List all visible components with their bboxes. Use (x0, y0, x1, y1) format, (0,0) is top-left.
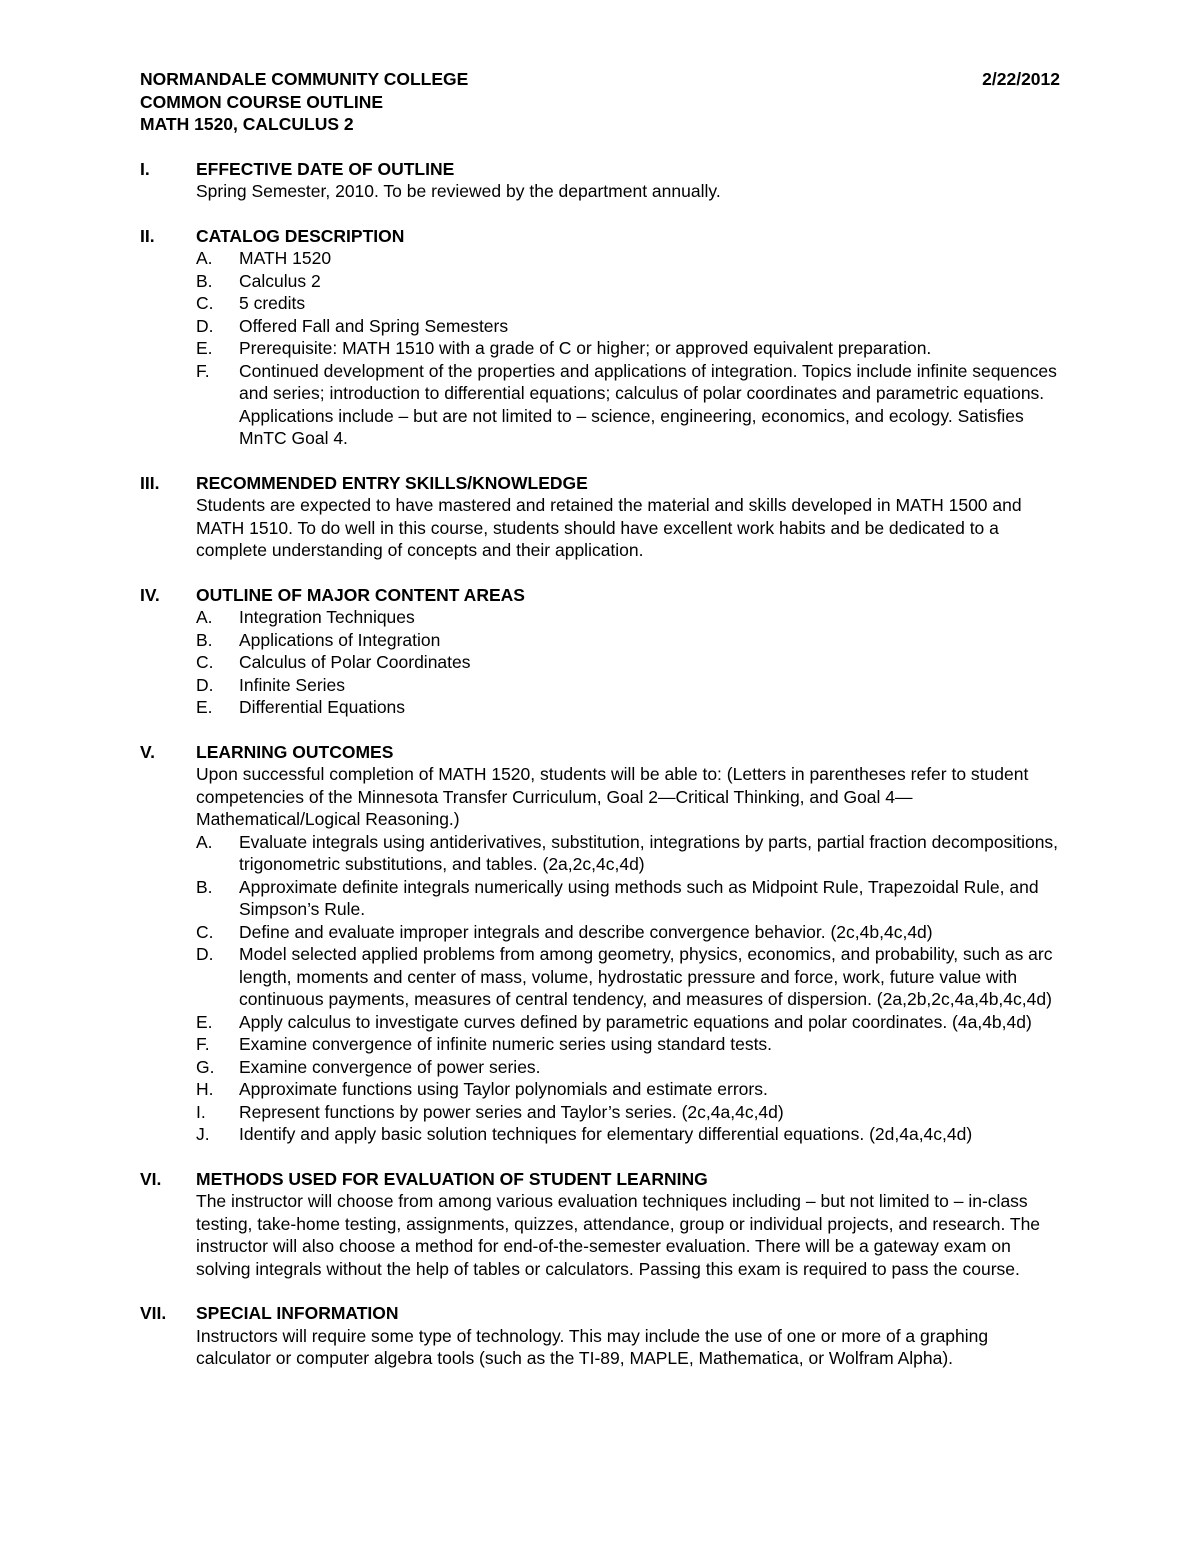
sections (140, 158, 1060, 1370)
list-item-text: Prerequisite: MATH 1510 with a grade of C or higher; or approved equivalent preparation. (239, 338, 932, 358)
list-item-letter: D. (196, 315, 214, 336)
header-line-1 (140, 68, 1060, 91)
section (140, 472, 1060, 562)
section (140, 1302, 1060, 1370)
list-item (196, 606, 1060, 629)
section-body (196, 1190, 1060, 1280)
list-item-letter: D. (196, 944, 214, 964)
list-item (196, 270, 1060, 293)
list-item (196, 1078, 1060, 1101)
list-item (196, 1101, 1060, 1124)
section-number: II. (140, 225, 155, 246)
section-title: RECOMMENDED ENTRY SKILLS/KNOWLEDGE (196, 472, 588, 493)
list-item-letter: A. (196, 831, 213, 852)
list-item-letter: A. (196, 607, 213, 627)
list-item-letter: H. (196, 1079, 214, 1099)
list-item (196, 831, 1060, 876)
list-item (196, 337, 1060, 360)
list-item-text: Applications of Integration (239, 629, 441, 650)
section (140, 158, 1060, 203)
list-item-letter: F. (196, 360, 210, 381)
section-number: III. (140, 472, 160, 493)
list-item (196, 1011, 1060, 1034)
list-item-text: Model selected applied problems from among geometry, physics, economics, and probability, such as arc length, moments and center of mass, volume, hydrostatic pressure and force, work, future value with continuous payments, measures of central tendency, and measures of dispersion. (2a,2b,2c,4a,4b,4c,4d) (239, 944, 1053, 1009)
section-title: OUTLINE OF MAJOR CONTENT AREAS (196, 584, 525, 605)
list-item-letter: G. (196, 1056, 215, 1077)
section-title: LEARNING OUTCOMES (196, 741, 394, 762)
section-heading (140, 584, 1060, 607)
college-name: NORMANDALE COMMUNITY COLLEGE (140, 69, 469, 89)
list-item-letter: A. (196, 248, 213, 268)
course-title: MATH 1520, CALCULUS 2 (140, 114, 354, 134)
section-heading (140, 741, 1060, 764)
list-item-letter: E. (196, 1011, 213, 1032)
section-title: METHODS USED FOR EVALUATION OF STUDENT LEARNING (196, 1168, 708, 1189)
list-item (196, 876, 1060, 921)
list-item-letter: C. (196, 293, 214, 313)
document-date: 2/22/2012 (982, 69, 1060, 89)
section-heading (140, 1168, 1060, 1191)
list-item-text: Differential Equations (239, 697, 406, 717)
list-item-text: Examine convergence of power series. (239, 1056, 541, 1077)
list-item (196, 1056, 1060, 1079)
section-body (196, 606, 1060, 719)
section-body (196, 247, 1060, 450)
list-item (196, 315, 1060, 338)
list-item (196, 360, 1060, 450)
list-item-letter: C. (196, 652, 214, 672)
section-paragraph: Spring Semester, 2010. To be reviewed by the department annually. (196, 181, 721, 201)
list-item-text: MATH 1520 (239, 248, 332, 268)
list-item-text: Infinite Series (239, 674, 346, 695)
section-number: VI. (140, 1168, 162, 1189)
list-item-letter: D. (196, 674, 214, 695)
document-header (140, 68, 1060, 136)
list-item-letter: F. (196, 1034, 210, 1054)
section (140, 584, 1060, 719)
list-item-letter: E. (196, 338, 213, 358)
section-paragraph: The instructor will choose from among various evaluation techniques including – but not limited to – in-class testing, take-home testing, assignments, quizzes, attendance, group or individual projects, and research. The instructor will also choose a method for end-of-the-semester evaluation. There will be a gateway exam on solving integrals without the help of tables or calculators. Passing this exam is required to pass the course. (196, 1191, 1041, 1279)
list-item-letter: J. (196, 1124, 210, 1144)
section-heading (140, 158, 1060, 181)
list-item-letter: E. (196, 697, 213, 717)
section-body (196, 763, 1060, 1146)
list-item (196, 943, 1060, 1011)
section (140, 225, 1060, 450)
list-item (196, 629, 1060, 652)
list-item-letter: B. (196, 270, 213, 291)
section-heading (140, 225, 1060, 248)
list-item-text: Evaluate integrals using antiderivatives, substitution, integrations by parts, partial fraction decompositions, trigonometric substitutions, and tables. (2a,2c,4c,4d) (239, 831, 1059, 874)
list-item (196, 696, 1060, 719)
section-heading (140, 1302, 1060, 1325)
list-item-text: Calculus 2 (239, 270, 321, 291)
section-body (196, 180, 1060, 203)
list-item-text: 5 credits (239, 293, 306, 313)
section-paragraph: Students are expected to have mastered and retained the material and skills developed in MATH 1500 and MATH 1510. To do well in this course, students should have excellent work habits and be dedicated to a complete understanding of concepts and their application. (196, 495, 1022, 560)
list-item-text: Examine convergence of infinite numeric series using standard tests. (239, 1034, 773, 1054)
section (140, 741, 1060, 1146)
list-item-letter: I. (196, 1101, 206, 1122)
list-item-text: Represent functions by power series and Taylor’s series. (2c,4a,4c,4d) (239, 1101, 784, 1122)
section-title: EFFECTIVE DATE OF OUTLINE (196, 158, 455, 179)
list-item (196, 1123, 1060, 1146)
list-item-text: Offered Fall and Spring Semesters (239, 315, 509, 336)
section-paragraph: Instructors will require some type of technology. This may include the use of one or more of a graphing calculator or computer algebra tools (such as the TI-89, MAPLE, Mathematica, or Wolfram Alpha). (196, 1325, 989, 1368)
list-item-text: Continued development of the properties and applications of integration. Topics include infinite sequences and series; introduction to differential equations; calculus of polar coordinates and parametric equations. Applications include – but are not limited to – science, engineering, economics, and ecology. Satisfies MnTC Goal 4. (239, 360, 1057, 448)
list-item (196, 292, 1060, 315)
list-item-letter: B. (196, 629, 213, 650)
section-heading (140, 472, 1060, 495)
list-item-text: Approximate definite integrals numerically using methods such as Midpoint Rule, Trapezoidal Rule, and Simpson’s Rule. (239, 876, 1039, 919)
list-item-letter: B. (196, 876, 213, 897)
section (140, 1168, 1060, 1281)
section-paragraph: Upon successful completion of MATH 1520, students will be able to: (Letters in parentheses refer to student competencies of the Minnesota Transfer Curriculum, Goal 2—Critical Thinking, and Goal 4—Mathematical/Logical Reasoning.) (196, 764, 1029, 829)
list-item-text: Define and evaluate improper integrals and describe convergence behavior. (2c,4b,4c,4d) (239, 921, 933, 942)
list-item-letter: C. (196, 921, 214, 942)
section-number: VII. (140, 1303, 167, 1323)
section-body (196, 1325, 1060, 1370)
document-type: COMMON COURSE OUTLINE (140, 91, 384, 112)
list-item (196, 921, 1060, 944)
section-body (196, 494, 1060, 562)
list-item (196, 651, 1060, 674)
list-item (196, 674, 1060, 697)
list-item (196, 247, 1060, 270)
section-number: V. (140, 741, 155, 762)
list-item-text: Integration Techniques (239, 607, 415, 627)
list-item-text: Identify and apply basic solution techniques for elementary differential equations. (2d,4a,4c,4d) (239, 1124, 973, 1144)
list-item-text: Calculus of Polar Coordinates (239, 652, 471, 672)
list-item (196, 1033, 1060, 1056)
section-number: IV. (140, 584, 160, 605)
section-number: I. (140, 158, 150, 179)
list-item-text: Approximate functions using Taylor polynomials and estimate errors. (239, 1079, 768, 1099)
section-title: SPECIAL INFORMATION (196, 1303, 399, 1323)
list-item-text: Apply calculus to investigate curves defined by parametric equations and polar coordinates. (4a,4b,4d) (239, 1011, 1032, 1032)
section-title: CATALOG DESCRIPTION (196, 225, 405, 246)
